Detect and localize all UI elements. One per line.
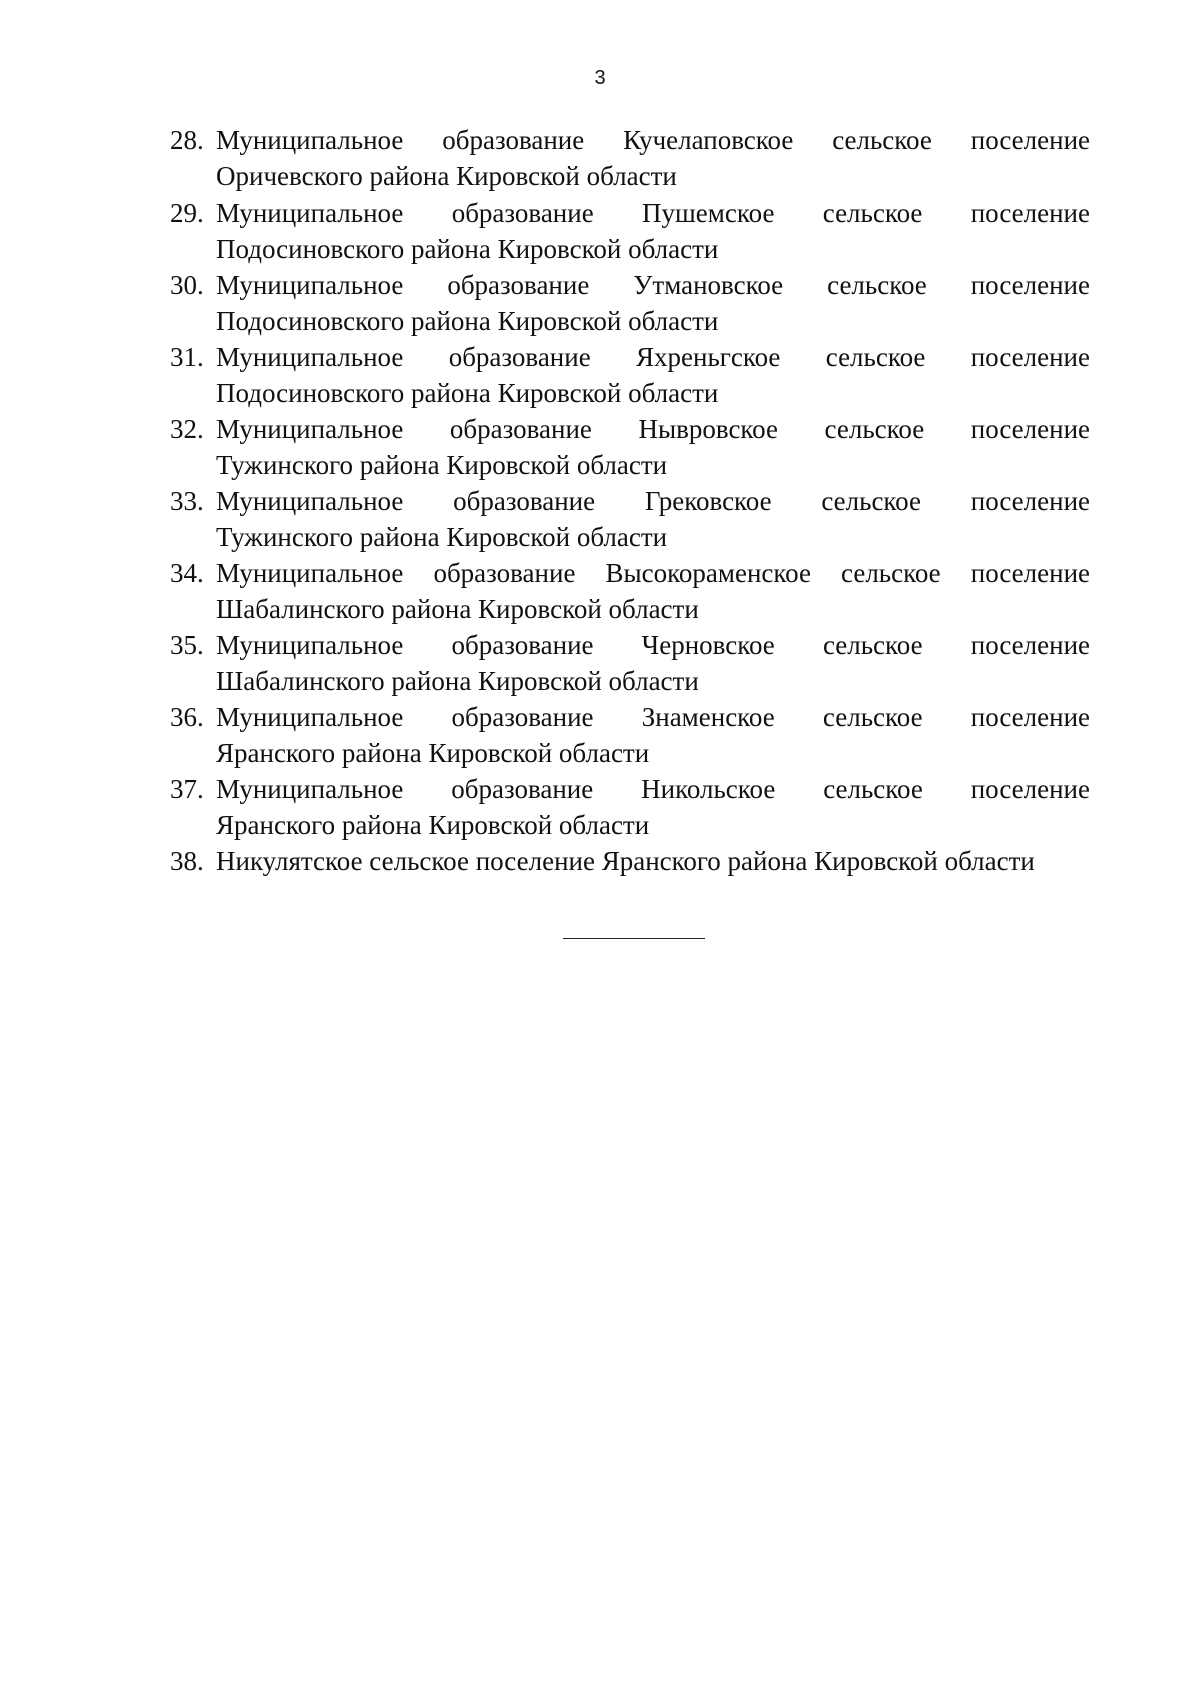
list-item xyxy=(170,771,1090,843)
item-text xyxy=(216,339,1090,411)
item-line-2: Оричевского района Кировской области xyxy=(216,161,677,191)
item-number: 36. xyxy=(170,702,204,732)
item-line-2: Подосиновского района Кировской области xyxy=(216,234,719,264)
item-text xyxy=(216,699,1090,771)
list-item xyxy=(170,483,1090,555)
item-line-1: Муниципальное образование Знаменское сельское поселение xyxy=(216,702,1090,732)
list-item xyxy=(170,339,1090,411)
list-item xyxy=(170,699,1090,771)
item-number: 32. xyxy=(170,414,204,444)
list-item xyxy=(170,627,1090,699)
item-line-2: Подосиновского района Кировской области xyxy=(216,378,719,408)
list-item xyxy=(170,411,1090,483)
end-of-list-rule xyxy=(563,938,705,939)
item-line-2: Подосиновского района Кировской области xyxy=(216,306,719,336)
item-line-2: Яранского района Кировской области xyxy=(216,810,650,840)
item-number: 37. xyxy=(170,774,204,804)
item-text xyxy=(216,843,1090,879)
municipality-list xyxy=(170,122,1090,879)
item-line-1: Муниципальное образование Яхреньгское сельское поселение xyxy=(216,342,1090,372)
page-number: 3 xyxy=(594,67,606,89)
item-number: 35. xyxy=(170,630,204,660)
item-text xyxy=(216,411,1090,483)
item-line-1: Никулятское сельское поселение Яранского района Кировской области xyxy=(216,846,1035,876)
item-line-1: Муниципальное образование Высокораменское сельское поселение xyxy=(216,558,1090,588)
list-item xyxy=(170,843,1090,879)
item-number: 29. xyxy=(170,198,204,228)
item-number: 28. xyxy=(170,125,204,155)
item-line-2: Яранского района Кировской области xyxy=(216,738,650,768)
item-line-2: Шабалинского района Кировской области xyxy=(216,666,699,696)
item-line-2: Тужинского района Кировской области xyxy=(216,450,668,480)
item-text xyxy=(216,627,1090,699)
item-line-2: Шабалинского района Кировской области xyxy=(216,594,699,624)
item-text xyxy=(216,195,1090,267)
list-item xyxy=(170,267,1090,339)
item-line-1: Муниципальное образование Черновское сельское поселение xyxy=(216,630,1090,660)
item-line-1: Муниципальное образование Грековское сельское поселение xyxy=(216,486,1090,516)
list-item xyxy=(170,555,1090,627)
item-line-1: Муниципальное образование Утмановское сельское поселение xyxy=(216,270,1090,300)
item-number: 38. xyxy=(170,846,204,876)
item-number: 30. xyxy=(170,270,204,300)
item-number: 34. xyxy=(170,558,204,588)
item-line-1: Муниципальное образование Нывровское сельское поселение xyxy=(216,414,1090,444)
item-line-1: Муниципальное образование Никольское сельское поселение xyxy=(216,774,1090,804)
item-line-1: Муниципальное образование Кучелаповское сельское поселение xyxy=(216,125,1090,155)
item-number: 33. xyxy=(170,486,204,516)
item-text xyxy=(216,483,1090,555)
item-text xyxy=(216,267,1090,339)
list-item xyxy=(170,122,1090,194)
item-line-1: Муниципальное образование Пушемское сельское поселение xyxy=(216,198,1090,228)
item-text xyxy=(216,771,1090,843)
item-text xyxy=(216,122,1090,194)
list-item xyxy=(170,195,1090,267)
item-text xyxy=(216,555,1090,627)
item-number: 31. xyxy=(170,342,204,372)
item-line-2: Тужинского района Кировской области xyxy=(216,522,668,552)
